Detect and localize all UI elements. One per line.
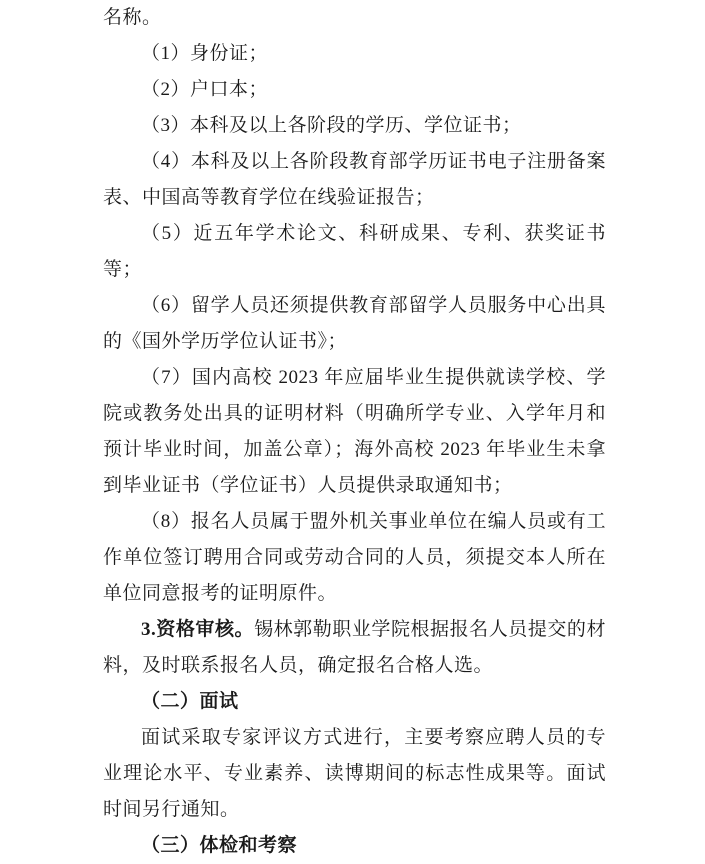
list-item-8: （8）报名人员属于盟外机关事业单位在编人员或有工作单位签订聘用合同或劳动合同的人员，须提交本人所在单位同意报考的证明原件。 [103, 511, 606, 604]
qualification-review-lead: 3.资格审核。 [141, 619, 255, 640]
qualification-review-body: 锡林郭勒职业学院根据报名人员提交的材料，及时联系报名人员，确定报名合格人选。 [103, 619, 606, 676]
section-heading-physical-exam: （三）体检和考察 [141, 835, 298, 856]
list-item-5: （5）近五年学术论文、科研成果、专利、获奖证书等； [103, 223, 606, 280]
paragraph-continuation: 名称。 [103, 7, 162, 28]
list-item-7: （7）国内高校 2023 年应届毕业生提供就读学校、学院或教务处出具的证明材料（明确所学专业、入学年月和预计毕业时间，加盖公章）；海外高校 2023 年毕业生未拿到毕业证书（学位证书）人员提供录取通知书； [103, 367, 606, 496]
list-item-4: （4）本科及以上各阶段教育部学历证书电子注册备案表、中国高等教育学位在线验证报告； [103, 151, 606, 208]
paragraph-qualification-review [103, 612, 606, 684]
document-page [103, 0, 606, 864]
list-item-3: （3）本科及以上各阶段的学历、学位证书； [141, 115, 522, 136]
list-item-6: （6）留学人员还须提供教育部留学人员服务中心出具的《国外学历学位认证书》； [103, 295, 606, 352]
list-item-2: （2）户口本； [141, 79, 269, 100]
paragraph-interview-body: 面试采取专家评议方式进行，主要考察应聘人员的专业理论水平、专业素养、读博期间的标志性成果等。面试时间另行通知。 [103, 727, 606, 820]
section-heading-interview: （二）面试 [141, 691, 239, 712]
list-item-1: （1）身份证； [141, 43, 269, 64]
